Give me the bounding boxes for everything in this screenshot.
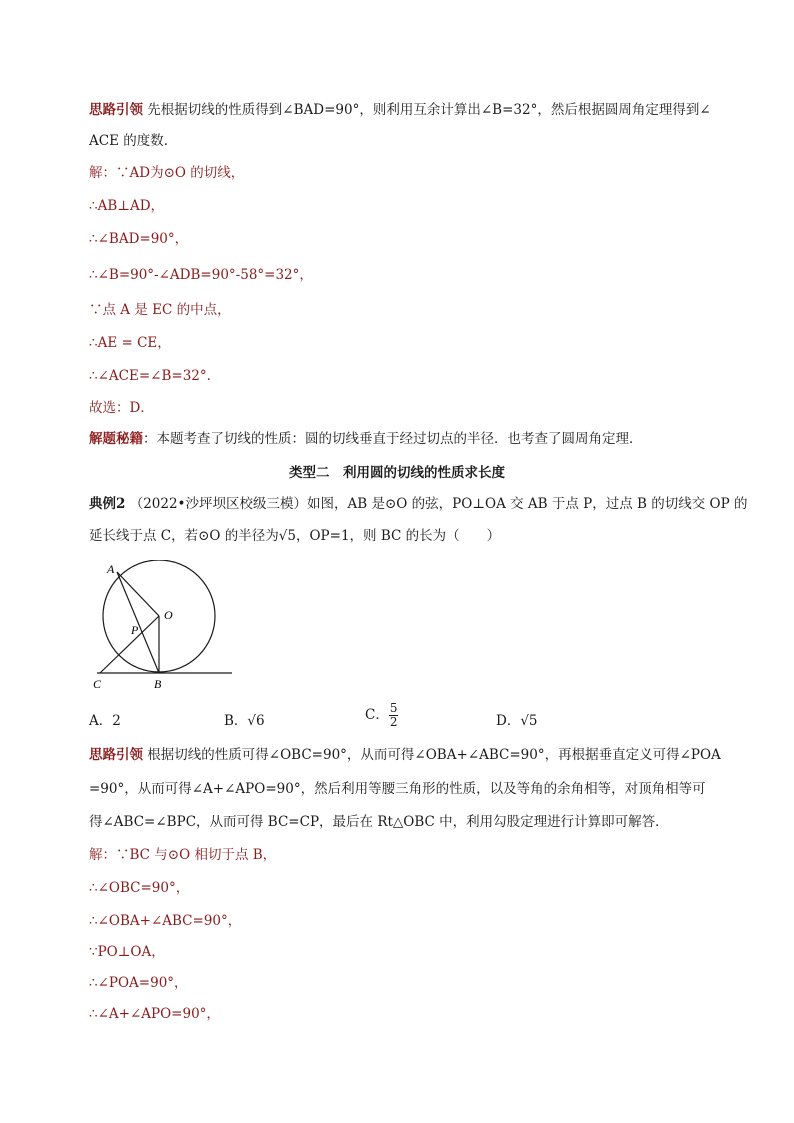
- option-d-value: √5: [520, 713, 538, 729]
- hint-label: 思路引领: [89, 102, 143, 118]
- segment-oa: [117, 572, 159, 616]
- option-d-prefix: D．: [496, 713, 521, 729]
- example-text: （2022•沙坪坝区校级三模）如图，AB 是⊙O 的弦，PO⊥OA 交 AB 于点 P，过点 B 的切线交 OP 的: [129, 496, 748, 512]
- option-b-value: √6: [247, 713, 265, 729]
- hint-text: 先根据切线的性质得到∠BAD=90°，则利用互余计算出∠B=32°，然后根据圆周角定理得到∠: [147, 102, 711, 118]
- hint2-line-1: [89, 745, 734, 765]
- hint2-text: 根据切线的性质可得∠OBC=90°，从而可得∠OBA+∠ABC=90°，再根据垂直定义可得∠POA: [147, 747, 721, 763]
- solution2-line: 解：∵BC 与⊙O 相切于点 B，: [89, 847, 277, 863]
- option-d[interactable]: [496, 709, 538, 729]
- hint-line-2: ACE 的度数．: [89, 133, 178, 149]
- hint2-line-3: 得∠ABC=∠BPC，从而可得 BC=CP，最后在 Rt△OBC 中，利用勾股定理进行计算即可解答．: [89, 814, 669, 830]
- fraction-denominator: 2: [389, 715, 398, 729]
- option-b[interactable]: [224, 709, 265, 729]
- solution-line: ∵点 A 是 EC 的中点，: [89, 302, 231, 318]
- geometry-figure: [90, 560, 240, 695]
- option-b-prefix: B．: [224, 713, 248, 729]
- secret-text: ：本题考查了切线的性质：圆的切线垂直于经过切点的半径．也考查了圆周角定理．: [143, 431, 643, 447]
- solution2-line: ∴∠POA=90°，: [89, 975, 188, 991]
- option-c[interactable]: [365, 702, 398, 729]
- label-p: P: [131, 623, 139, 637]
- example-line-1: [89, 494, 748, 514]
- option-a[interactable]: A．2: [89, 713, 121, 729]
- answer-options: [89, 701, 729, 731]
- solution-line: ∴AB⊥AD，: [89, 198, 165, 214]
- solution2-line: ∵PO⊥OA，: [89, 944, 165, 960]
- solution-line: ∴∠ACE=∠B=32°．: [89, 368, 221, 384]
- solution-line: 解：∵AD为⊙O 的切线，: [89, 165, 245, 181]
- example-line-2: 延长线于点 C，若⊙O 的半径为√5，OP=1，则 BC 的长为（ ）: [89, 528, 501, 544]
- solution2-line: ∴∠OBA+∠ABC=90°，: [89, 913, 242, 929]
- example-label: 典例2: [89, 496, 126, 512]
- hint-line-1: [89, 100, 734, 120]
- hint2-line-2: =90°，从而可得∠A+∠APO=90°，然后利用等腰三角形的性质，以及等角的余角相等，对顶角相等可: [89, 781, 706, 797]
- hint2-label: 思路引领: [89, 747, 143, 763]
- label-b: B: [154, 677, 162, 691]
- option-c-fraction: [389, 702, 399, 729]
- option-c-prefix: C．: [365, 707, 389, 723]
- solution-line: 故选：D．: [89, 400, 154, 416]
- solution-line: ∴∠B=90°-∠ADB=90°-58°=32°，: [89, 267, 313, 283]
- label-a: A: [107, 562, 115, 576]
- fraction-numerator: 5: [389, 701, 398, 715]
- solution2-line: ∴∠OBC=90°，: [89, 880, 190, 896]
- label-c: C: [93, 677, 102, 691]
- segment-oc: [100, 616, 159, 673]
- solution2-line: ∴∠A+∠APO=90°，: [89, 1006, 220, 1022]
- secret-label: 解题秘籍: [89, 431, 143, 447]
- section-title: 类型二 利用圆的切线的性质求长度: [289, 465, 505, 481]
- secret-line: [89, 429, 734, 449]
- solution-line: ∴AE = CE，: [89, 335, 171, 351]
- label-o: O: [164, 608, 173, 622]
- solution-line: ∴∠BAD=90°，: [89, 231, 189, 247]
